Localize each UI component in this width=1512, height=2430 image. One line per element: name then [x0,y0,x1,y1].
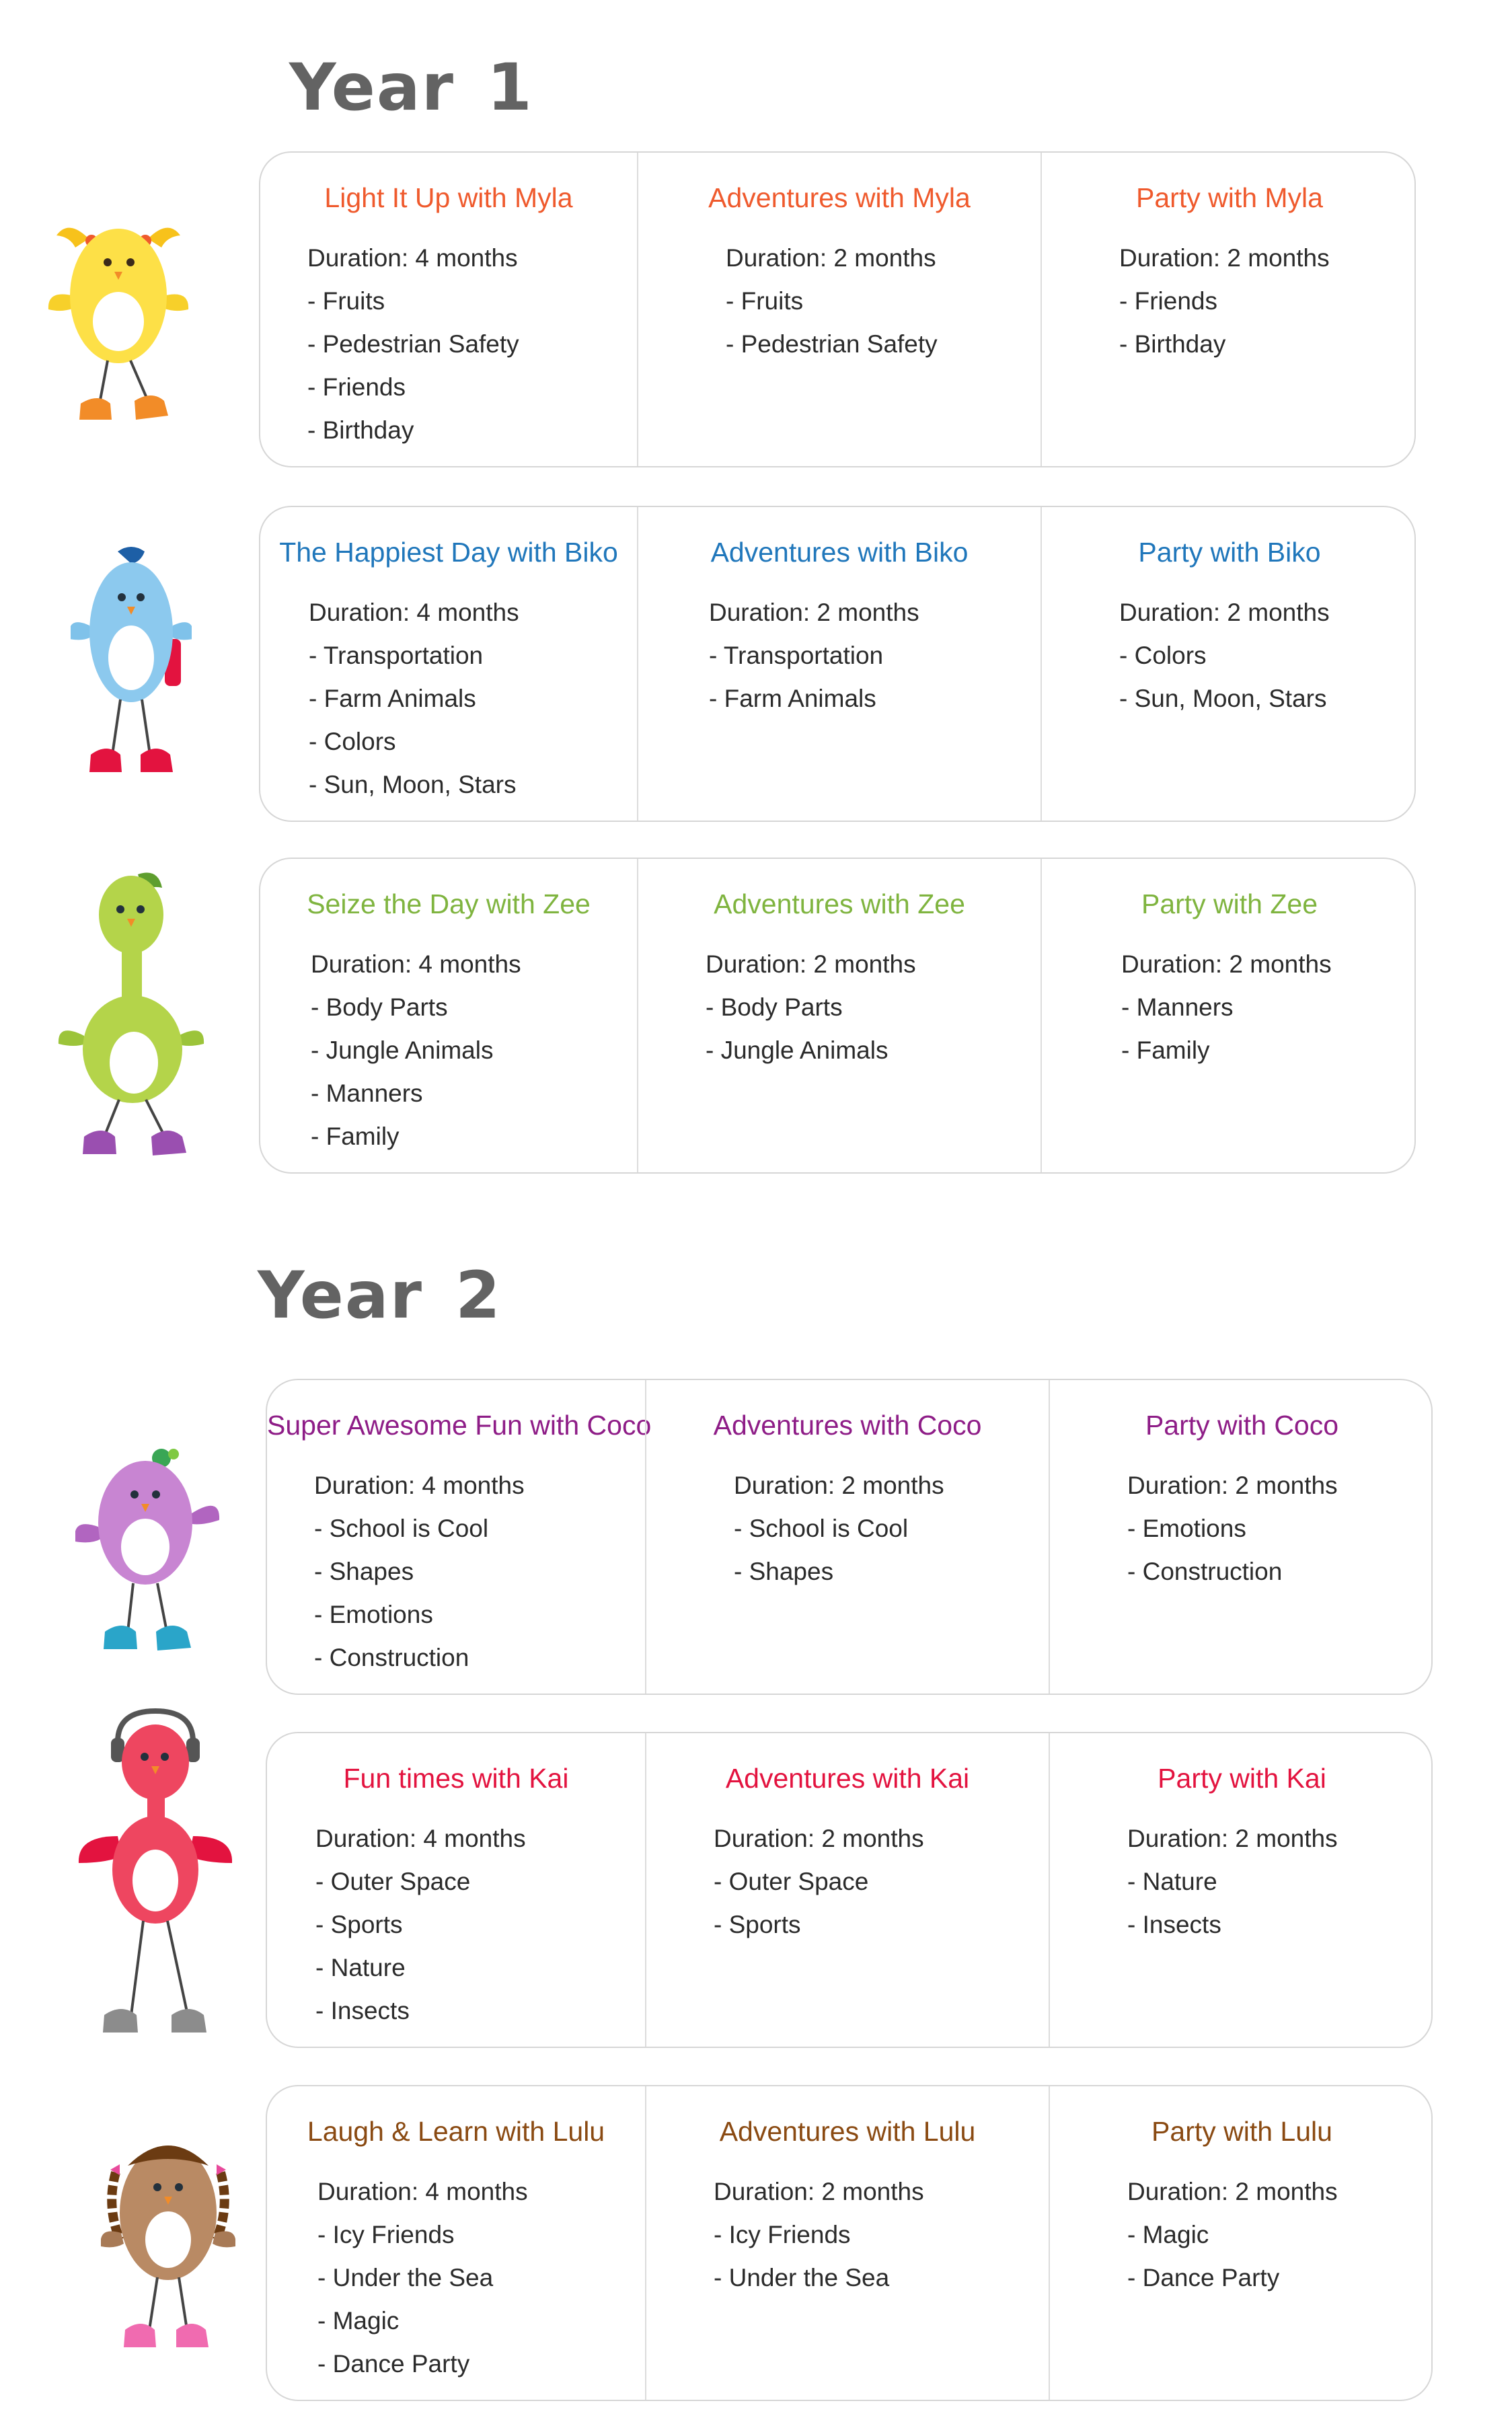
unit-details [1119,591,1330,720]
topic-item: - Colors [309,728,396,755]
unit-duration: Duration: 2 months [714,1825,924,1852]
unit-duration: Duration: 2 months [1127,1472,1338,1499]
myla-mascot-icon [47,202,195,437]
topic-item: - Shapes [734,1558,834,1585]
topic-item: - Outer Space [315,1868,471,1895]
unit-duration: Duration: 4 months [309,599,519,626]
unit-title: Adventures with Myla [708,182,971,213]
unit-title: Seize the Day with Zee [307,888,591,919]
unit-duration: Duration: 4 months [315,1825,526,1852]
unit-column [637,507,1041,821]
unit-title: The Happiest Day with Biko [279,537,618,568]
curriculum-row-myla [259,151,1416,467]
topic-item: - Construction [314,1644,469,1671]
topic-item: - School is Cool [734,1515,909,1542]
topic-item: - Nature [315,1954,406,1981]
curriculum-row-zee [259,858,1416,1174]
unit-column [645,1733,1049,2047]
topic-item: - Dance Party [317,2350,470,2378]
unit-column [1049,2086,1434,2400]
unit-column [1041,859,1417,1172]
unit-title: Party with Coco [1145,1410,1339,1441]
topic-item: - Construction [1127,1558,1283,1585]
unit-details [706,943,916,1072]
unit-details [311,943,521,1158]
unit-details [726,237,938,366]
unit-duration: Duration: 2 months [1119,244,1330,272]
topic-item: - Transportation [309,642,484,669]
unit-title: Party with Lulu [1151,2116,1332,2147]
topic-item: - Pedestrian Safety [307,330,519,358]
unit-column [267,2086,645,2400]
topic-item: - Jungle Animals [706,1036,889,1064]
unit-duration: Duration: 2 months [1121,950,1332,978]
topic-item: - Jungle Animals [311,1036,494,1064]
topic-item: - Colors [1119,642,1207,669]
unit-duration: Duration: 4 months [317,2178,528,2205]
topic-item: - Icy Friends [714,2221,851,2248]
topic-item: - Farm Animals [309,685,476,712]
unit-column [637,153,1041,466]
topic-item: - Icy Friends [317,2221,455,2248]
unit-title: Party with Biko [1138,537,1321,568]
coco-mascot-icon [75,1439,223,1675]
unit-details [309,591,519,806]
unit-duration: Duration: 2 months [1127,1825,1338,1852]
unit-details [315,1817,526,2033]
unit-details [317,2170,528,2386]
topic-item: - Under the Sea [714,2264,890,2291]
zee-mascot-icon [57,868,205,1177]
unit-title: Adventures with Kai [725,1763,970,1794]
unit-title: Super Awesome Fun with Coco [267,1410,652,1441]
topic-item: - School is Cool [314,1515,489,1542]
unit-title: Adventures with Lulu [719,2116,976,2147]
unit-column [645,2086,1049,2400]
unit-column [1041,507,1417,821]
topic-item: - Insects [1127,1911,1221,1938]
topic-item: - Magic [1127,2221,1209,2248]
unit-details [307,237,519,452]
lulu-mascot-icon [101,2119,235,2367]
unit-column [260,507,637,821]
unit-title: Light It Up with Myla [324,182,573,213]
unit-title: Party with Zee [1141,888,1318,919]
unit-duration: Duration: 2 months [709,599,919,626]
unit-duration: Duration: 2 months [706,950,916,978]
unit-duration: Duration: 4 months [307,244,518,272]
unit-column [645,1380,1049,1694]
topic-item: - Manners [311,1079,423,1107]
topic-item: - Pedestrian Safety [726,330,938,358]
unit-details [734,1464,944,1593]
topic-item: - Sun, Moon, Stars [309,771,517,798]
unit-column [267,1380,652,1694]
curriculum-row-kai [266,1732,1433,2048]
topic-item: - Insects [315,1997,410,2024]
unit-column [260,153,637,466]
unit-details [1127,2170,1338,2300]
unit-duration: Duration: 2 months [714,2178,924,2205]
unit-details [709,591,919,720]
topic-item: - Body Parts [706,993,843,1021]
unit-details [714,2170,924,2300]
curriculum-row-coco [266,1379,1433,1695]
year-heading-number: 2 [455,1258,502,1333]
topic-item: - Dance Party [1127,2264,1280,2291]
topic-item: - Family [311,1123,400,1150]
unit-title: Adventures with Coco [713,1410,982,1441]
unit-title: Adventures with Zee [714,888,965,919]
year-2-heading [258,1258,502,1333]
topic-item: - Nature [1127,1868,1217,1895]
unit-details [314,1464,525,1679]
topic-item: - Body Parts [311,993,448,1021]
unit-duration: Duration: 2 months [1119,599,1330,626]
unit-column [1049,1380,1434,1694]
topic-item: - Sports [315,1911,403,1938]
unit-column [267,1733,645,2047]
unit-title: Fun times with Kai [343,1763,569,1794]
unit-column [1049,1733,1434,2047]
topic-item: - Sports [714,1911,801,1938]
unit-title: Laugh & Learn with Lulu [307,2116,605,2147]
topic-item: - Outer Space [714,1868,869,1895]
topic-item: - Transportation [709,642,884,669]
year-1-heading [289,50,533,125]
unit-duration: Duration: 2 months [726,244,936,272]
topic-item: - Sun, Moon, Stars [1119,685,1327,712]
unit-duration: Duration: 4 months [314,1472,525,1499]
topic-item: - Birthday [1119,330,1226,358]
topic-item: - Friends [307,373,406,401]
unit-details [1127,1817,1338,1946]
unit-duration: Duration: 2 months [1127,2178,1338,2205]
curriculum-row-lulu [266,2085,1433,2401]
unit-duration: Duration: 4 months [311,950,521,978]
unit-details [1121,943,1332,1072]
unit-title: Adventures with Biko [710,537,969,568]
topic-item: - Under the Sea [317,2264,494,2291]
topic-item: - Emotions [1127,1515,1246,1542]
unit-details [1119,237,1330,366]
unit-details [1127,1464,1338,1593]
kai-mascot-icon [77,1708,232,2058]
unit-column [1041,153,1417,466]
year-heading-number: 1 [486,50,533,125]
topic-item: - Friends [1119,287,1217,315]
unit-column [260,859,637,1172]
curriculum-row-biko [259,506,1416,822]
topic-item: - Birthday [307,416,414,444]
topic-item: - Farm Animals [709,685,876,712]
topic-item: - Fruits [307,287,385,315]
topic-item: - Magic [317,2307,400,2334]
year-heading-word: Year [258,1258,423,1333]
biko-mascot-icon [71,545,192,794]
topic-item: - Shapes [314,1558,414,1585]
topic-item: - Fruits [726,287,804,315]
topic-item: - Family [1121,1036,1210,1064]
topic-item: - Manners [1121,993,1234,1021]
topic-item: - Emotions [314,1601,433,1628]
unit-title: Party with Kai [1158,1763,1326,1794]
unit-column [637,859,1041,1172]
year-heading-word: Year [289,50,455,125]
unit-details [714,1817,924,1946]
unit-title: Party with Myla [1136,182,1323,213]
unit-duration: Duration: 2 months [734,1472,944,1499]
